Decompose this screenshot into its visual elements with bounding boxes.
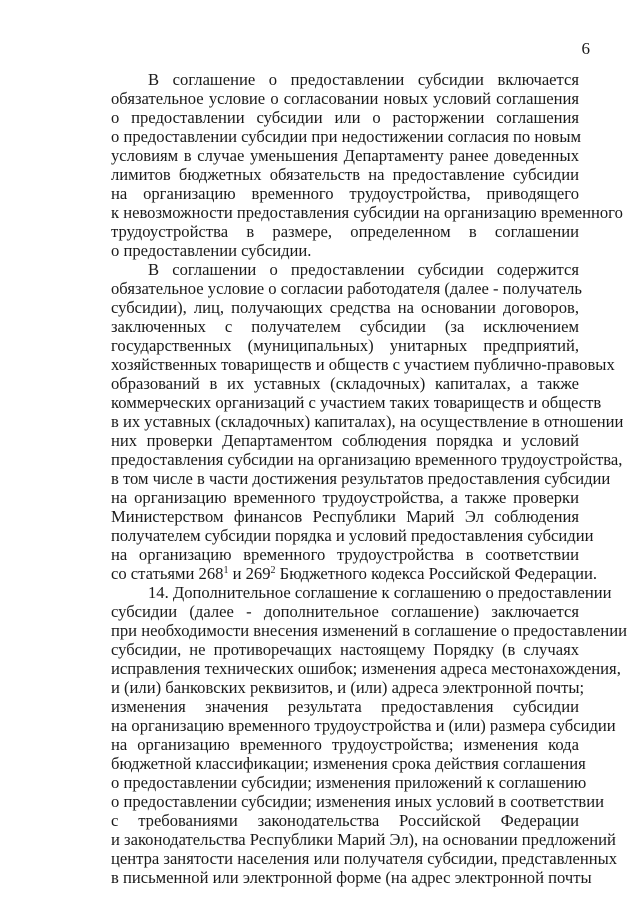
- paragraph-line: государственных (муниципальных) унитарных предприятий,: [111, 336, 579, 355]
- paragraph-line: 14. Дополнительное соглашение к соглашению о предоставлении: [148, 583, 612, 602]
- paragraph-line: условиям в случае уменьшения Департаменту ранее доведенных: [111, 146, 579, 165]
- paragraph-line: в письменной или электронной форме (на адрес электронной почты: [111, 868, 592, 887]
- paragraph-line: них проверки Департаментом соблюдения порядка и условий: [111, 431, 579, 450]
- paragraph-line: обязательное условие о согласии работодателя (далее - получатель: [111, 279, 582, 298]
- paragraph-line: субсидии, не противоречащих настоящему Порядку (в случаях: [111, 640, 579, 659]
- paragraph-line: на организацию временного трудоустройства, а также проверки: [111, 488, 579, 507]
- paragraph-line: предоставления субсидии на организацию временного трудоустройства,: [111, 450, 623, 469]
- paragraph-line: и (или) банковских реквизитов, и (или) адреса электронной почты;: [111, 678, 585, 697]
- paragraph-line: В соглашении о предоставлении субсидии содержится: [148, 260, 579, 279]
- paragraph-line: коммерческих организаций с участием таких товариществ и обществ: [111, 393, 602, 412]
- page-number: 6: [581, 39, 590, 58]
- paragraph-line: о предоставлении субсидии при недостижении согласия по новым: [111, 127, 581, 146]
- paragraph-line: изменения значения результата предоставления субсидии: [111, 697, 579, 716]
- paragraph-line: образований в их уставных (складочных) капиталах, а также: [111, 374, 579, 393]
- paragraph-line: трудоустройства в размере, определенном в соглашении: [111, 222, 579, 241]
- paragraph-line: получателем субсидии порядка и условий предоставления субсидии: [111, 526, 594, 545]
- paragraph-line: на организацию временного трудоустройства; изменения кода: [111, 735, 579, 754]
- paragraph-line: к невозможности предоставления субсидии на организацию временного: [111, 203, 623, 222]
- paragraph-line: о предоставлении субсидии.: [111, 241, 312, 260]
- paragraph-line: Министерством финансов Республики Марий Эл соблюдения: [111, 507, 579, 526]
- paragraph-line: центра занятости населения или получателя субсидии, представленных: [111, 849, 618, 868]
- paragraph-closing-line: [111, 564, 598, 583]
- paragraph-line: о предоставлении субсидии; изменения иных условий в соответствии: [111, 792, 604, 811]
- closing-prefix: со статьями 268: [111, 564, 224, 583]
- paragraph-line: на организацию временного трудоустройства в соответствии: [111, 545, 579, 564]
- closing-mid: и 269: [228, 564, 271, 583]
- paragraph-agreement-condition: [111, 70, 623, 260]
- paragraph-line: в их уставных (складочных) капиталах), на осуществление в отношении: [111, 412, 624, 431]
- paragraph-line: на организацию временного трудоустройства, приводящего: [111, 184, 579, 203]
- paragraph-line: о предоставлении субсидии; изменения приложений к соглашению: [111, 773, 587, 792]
- paragraph-line: на организацию временного трудоустройства и (или) размера субсидии: [111, 716, 616, 735]
- paragraph-line: исправления технических ошибок; изменения адреса местонахождения,: [111, 659, 621, 678]
- paragraph-employer-consent: [111, 260, 624, 583]
- paragraph-line: в том числе в части достижения результатов предоставления субсидии: [111, 469, 611, 488]
- paragraph-line: субсидии (далее - дополнительное соглашение) заключается: [111, 602, 579, 621]
- paragraph-line: заключенных с получателем субсидии (за исключением: [111, 317, 579, 336]
- closing-suffix: Бюджетного кодекса Российской Федерации.: [275, 564, 598, 583]
- paragraph-line: с требованиями законодательства Российской Федерации: [111, 811, 579, 830]
- document-body: [111, 70, 627, 887]
- paragraph-14-supplementary-agreement: [111, 583, 627, 887]
- paragraph-line: хозяйственных товариществ и обществ с участием публично-правовых: [111, 355, 615, 374]
- paragraph-line: о предоставлении субсидии или о расторжении соглашения: [111, 108, 579, 127]
- paragraph-line: и законодательства Республики Марий Эл), на основании предложений: [111, 830, 616, 849]
- paragraph-line: В соглашение о предоставлении субсидии включается: [148, 70, 579, 89]
- paragraph-line: при необходимости внесения изменений в соглашение о предоставлении: [111, 621, 627, 640]
- paragraph-line: лимитов бюджетных обязательств на предоставление субсидии: [111, 165, 579, 184]
- article-superscript-1: 1: [223, 565, 229, 576]
- paragraph-line: обязательное условие о согласовании новых условий соглашения: [111, 89, 579, 108]
- article-superscript-2: 2: [270, 565, 276, 576]
- paragraph-line: бюджетной классификации; изменения срока действия соглашения: [111, 754, 586, 773]
- paragraph-line: субсидии), лиц, получающих средства на основании договоров,: [111, 298, 579, 317]
